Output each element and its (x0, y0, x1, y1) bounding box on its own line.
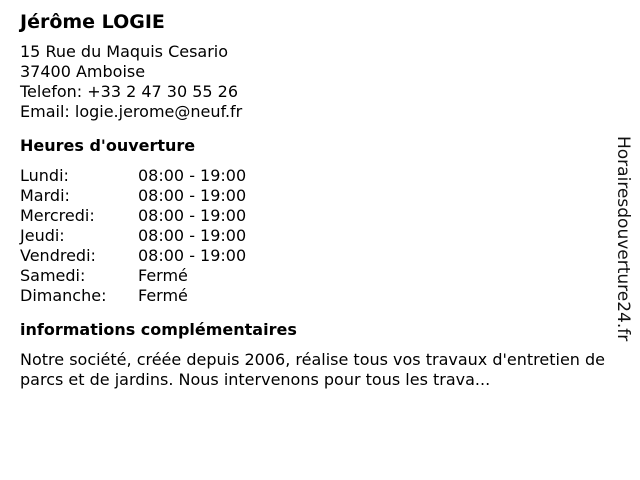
hours-row-saturday (20, 266, 610, 286)
time-range: 08:00 - 19:00 (138, 166, 247, 185)
phone-line: Telefon: +33 2 47 30 55 26 (20, 82, 239, 101)
time-range: Fermé (138, 266, 188, 285)
info-heading: informations complémentaires (20, 320, 297, 339)
day-label: Mardi: (20, 186, 70, 205)
day-label: Lundi: (20, 166, 69, 185)
day-label: Vendredi: (20, 246, 96, 265)
day-label: Samedi: (20, 266, 86, 285)
hours-table (20, 166, 610, 306)
hours-row-wednesday (20, 206, 610, 226)
time-range: 08:00 - 19:00 (138, 206, 247, 225)
day-label: Jeudi: (20, 226, 65, 245)
day-label: Dimanche: (20, 286, 107, 305)
street-address: 15 Rue du Maquis Cesario (20, 42, 229, 61)
time-range: 08:00 - 19:00 (138, 186, 247, 205)
time-range: 08:00 - 19:00 (138, 246, 247, 265)
info-description: Notre société, créée depuis 2006, réalise tous vos travaux d'entretien de parcs et de jardins. Nous intervenons pour tous les trava... (20, 350, 606, 389)
hours-row-thursday (20, 226, 610, 246)
business-card (20, 10, 610, 390)
time-range: 08:00 - 19:00 (138, 226, 247, 245)
hours-heading: Heures d'ouverture (20, 136, 196, 155)
business-name: Jérôme LOGIE (20, 11, 165, 33)
email-line: Email: logie.jerome@neuf.fr (20, 102, 243, 121)
day-label: Mercredi: (20, 206, 95, 225)
hours-row-monday (20, 166, 610, 186)
hours-row-tuesday (20, 186, 610, 206)
site-watermark: Horairesdouverture24.fr (613, 136, 633, 342)
time-range: Fermé (138, 286, 188, 305)
hours-row-sunday (20, 286, 610, 306)
hours-row-friday (20, 246, 610, 266)
city-postcode: 37400 Amboise (20, 62, 146, 81)
